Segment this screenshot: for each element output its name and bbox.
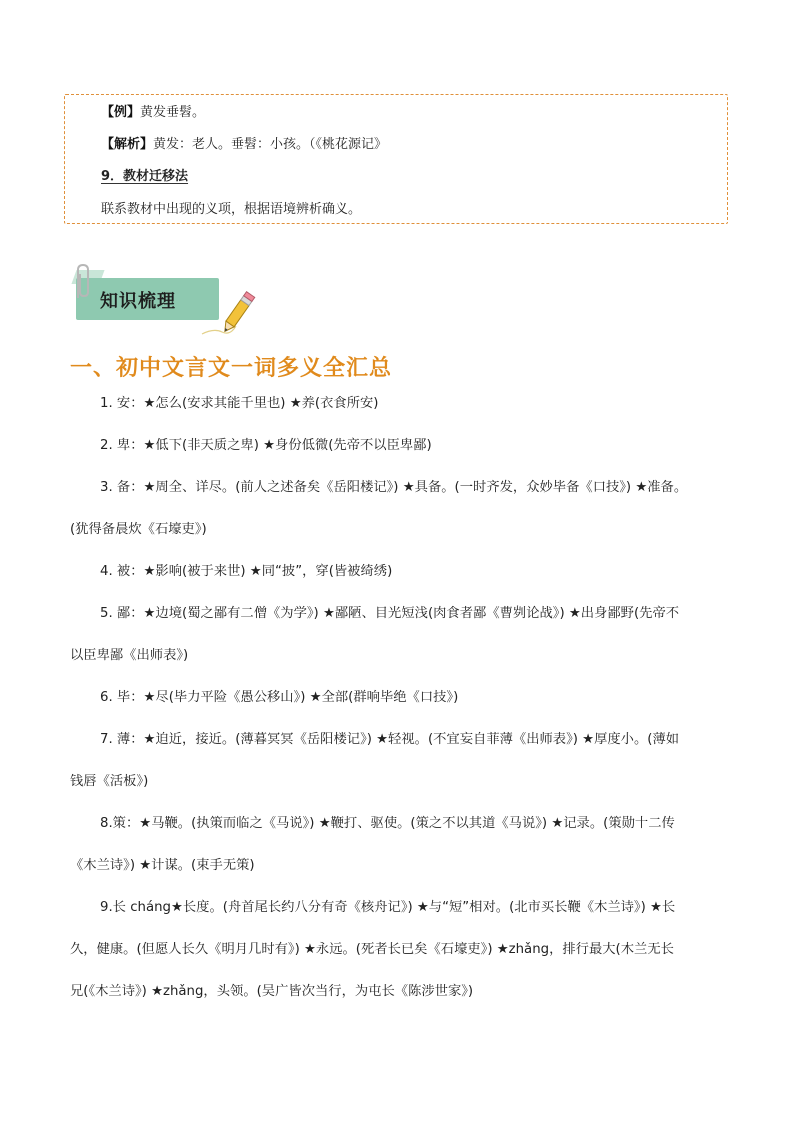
- example-box: [64, 94, 728, 224]
- entry-line: 1. 安：★怎么(安求其能千里也) ★养(衣食所安): [100, 396, 379, 411]
- method-description: 联系教材中出现的义项，根据语境辨析确义。: [101, 202, 362, 217]
- entry-line: 5. 鄙：★边境(蜀之鄙有二僧《为学》) ★鄙陋、目光短浅(肉食者鄙《曹刿论战》) ★出身鄙野(先帝不: [100, 606, 680, 621]
- list-item: [70, 814, 734, 876]
- entry-list: [70, 394, 734, 1002]
- analysis-line: [101, 135, 387, 155]
- list-item: [70, 562, 734, 582]
- section-title: 一、初中文言文一词多义全汇总: [70, 355, 393, 381]
- entry-continuation: 以臣卑鄙《出师表》): [70, 648, 189, 663]
- list-item: [70, 604, 734, 666]
- list-item: [70, 730, 734, 792]
- list-item: [70, 394, 734, 414]
- entry-continuation: 久，健康。(但愿人长久《明月几时有》) ★永远。(死者长已矣《石壕吏》) ★zhǎng，排行最大(木兰无长: [70, 942, 674, 957]
- entry-continuation: (犹得备晨炊《石壕吏》): [70, 522, 207, 537]
- entry-line: 4. 被：★影响(被于来世) ★同“披”，穿(皆被绮绣): [100, 564, 393, 579]
- entry-line: 9.长 cháng★长度。(舟首尾长约八分有奇《核舟记》) ★与“短”相对。(北市买长鞭《木兰诗》) ★长: [100, 900, 676, 915]
- entry-continuation: 兄(《木兰诗》) ★zhǎng，头领。(吴广皆次当行，为屯长《陈涉世家》): [70, 984, 474, 999]
- method-heading: 9．教材迁移法: [101, 169, 189, 184]
- entry-line: 7. 薄：★迫近，接近。(薄暮冥冥《岳阳楼记》) ★轻视。(不宜妄自菲薄《出师表》) ★厚度小。(薄如: [100, 732, 680, 747]
- example-line: [101, 103, 205, 123]
- entry-continuation: 《木兰诗》) ★计谋。(束手无策): [70, 858, 255, 873]
- analysis-text: 黄发：老人。垂髫：小孩。（《桃花源记》: [153, 137, 388, 152]
- entry-line: 8.策：★马鞭。(执策而临之《马说》) ★鞭打、驱使。(策之不以其道《马说》) ★记录。(策勋十二传: [100, 816, 675, 831]
- entry-continuation: 钱唇《活板》): [70, 774, 149, 789]
- paperclip-icon: [70, 262, 96, 302]
- banner-title: 知识梳理: [100, 291, 176, 312]
- list-item: [70, 688, 734, 708]
- entry-line: 6. 毕：★尽(毕力平险《愚公移山》) ★全部(群响毕绝《口技》): [100, 690, 459, 705]
- list-item: [70, 436, 734, 456]
- pencil-icon: [200, 290, 260, 338]
- entry-line: 3. 备：★周全、详尽。(前人之述备矣《岳阳楼记》) ★具备。(一时齐发，众妙毕备《口技》) ★准备。: [100, 480, 688, 495]
- analysis-label: 【解析】: [101, 137, 154, 152]
- example-text: 黄发垂髫。: [140, 105, 206, 120]
- list-item: [70, 898, 734, 1002]
- example-label: 【例】: [101, 105, 141, 120]
- list-item: [70, 478, 734, 540]
- entry-line: 2. 卑：★低下(非天质之卑) ★身份低微(先帝不以臣卑鄙): [100, 438, 432, 453]
